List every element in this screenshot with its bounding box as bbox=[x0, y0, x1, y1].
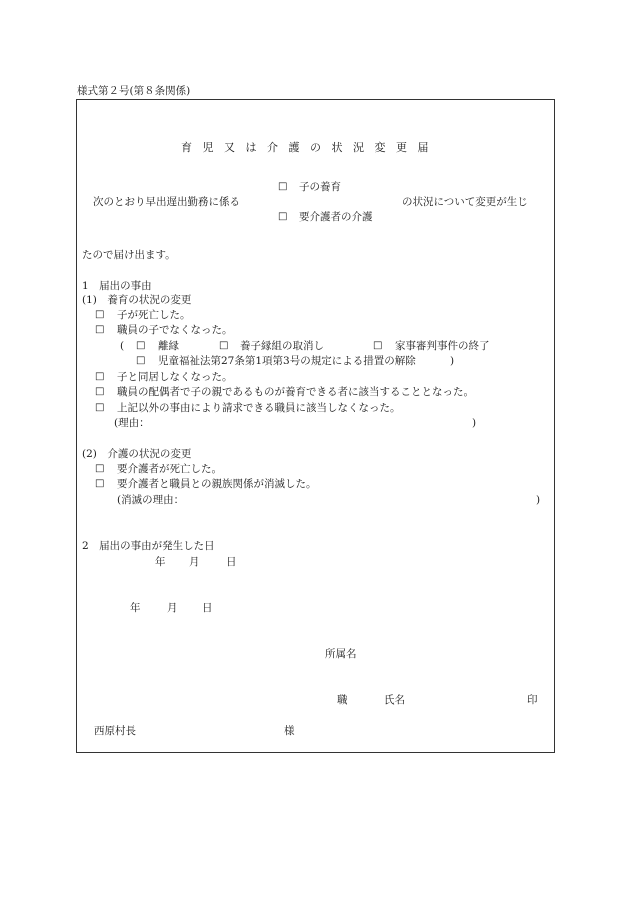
reason-label: (理由： bbox=[114, 417, 150, 429]
intro-line2: たので届け出ます。 bbox=[82, 249, 176, 261]
item-spouse-can-raise: 職員の配偶者で子の親であるものが養育できる者に該当することとなった。 bbox=[117, 386, 474, 398]
title-char: 児 bbox=[202, 141, 214, 154]
reason-dissolution: 離縁 bbox=[158, 340, 179, 352]
title-char: 介 bbox=[267, 141, 278, 154]
checkbox-child-died[interactable]: □ bbox=[95, 309, 105, 320]
item-other-reason: 上記以外の事由により請求できる職員に該当しなくなった。 bbox=[117, 402, 401, 414]
checkbox-dissolution[interactable]: □ bbox=[136, 340, 146, 351]
event-month-label: 月 bbox=[189, 556, 200, 568]
title-char: 更 bbox=[396, 141, 407, 154]
addressee: 西原村長 bbox=[94, 725, 136, 737]
submit-year-label: 年 bbox=[130, 602, 141, 614]
checkbox-child-care[interactable]: □ bbox=[278, 181, 288, 192]
checkbox-relation-ended[interactable]: □ bbox=[95, 478, 105, 489]
title-char: 変 bbox=[374, 141, 386, 154]
form-title bbox=[181, 141, 439, 155]
title-char: 届 bbox=[417, 141, 429, 154]
item-not-child: 職員の子でなくなった。 bbox=[117, 324, 233, 336]
checkbox-family-court[interactable]: □ bbox=[373, 340, 383, 351]
checkbox-care-recipient-died[interactable]: □ bbox=[95, 463, 105, 474]
title-char: 又 bbox=[224, 141, 235, 154]
event-day-label: 日 bbox=[226, 556, 237, 568]
title-char: 況 bbox=[353, 141, 364, 154]
reasons-open-paren: ( bbox=[120, 340, 125, 352]
title-char: 育 bbox=[181, 141, 192, 154]
event-year-label: 年 bbox=[155, 556, 166, 568]
extinction-reason-close: ) bbox=[536, 494, 541, 506]
extinction-reason-label: (消滅の理由： bbox=[117, 494, 185, 506]
submit-day-label: 日 bbox=[202, 602, 213, 614]
checkbox-other-reason[interactable]: □ bbox=[95, 402, 105, 413]
section1-heading: 1 届出の事由 bbox=[82, 280, 152, 292]
item-care-recipient-died: 要介護者が死亡した。 bbox=[117, 463, 222, 475]
checkbox-nursing-care[interactable]: □ bbox=[278, 211, 288, 222]
checkbox-child-welfare[interactable]: □ bbox=[136, 355, 146, 366]
title-char: は bbox=[245, 141, 257, 154]
affiliation-label: 所属名 bbox=[325, 648, 357, 660]
honorific: 様 bbox=[284, 725, 295, 737]
name-label: 氏名 bbox=[384, 694, 405, 706]
intro-suffix: の状況について変更が生じ bbox=[402, 196, 528, 208]
reason-family-court: 家事審判事件の終了 bbox=[395, 340, 490, 352]
item-child-died: 子が死亡した。 bbox=[117, 309, 191, 321]
submit-month-label: 月 bbox=[167, 602, 178, 614]
checkbox-adoption-cancel[interactable]: □ bbox=[219, 340, 229, 351]
form-number: 様式第２号(第８条関係) bbox=[77, 85, 191, 97]
reason-adoption-cancel: 養子縁組の取消し bbox=[240, 340, 324, 352]
section2-heading: 2 届出の事由が発生した日 bbox=[82, 540, 215, 552]
reasons-close-paren: ) bbox=[450, 355, 455, 367]
option-nursing-care-label: 要介護者の介護 bbox=[299, 211, 373, 223]
checkbox-not-child[interactable]: □ bbox=[95, 324, 105, 335]
reason-child-welfare: 児童福祉法第27条第1項第3号の規定による措置の解除 bbox=[158, 355, 416, 367]
option-child-care-label: 子の養育 bbox=[299, 181, 341, 193]
checkbox-spouse-can-raise[interactable]: □ bbox=[95, 386, 105, 397]
title-char: の bbox=[310, 141, 321, 154]
section1-sub1-heading: (1) 養育の状況の変更 bbox=[82, 294, 192, 306]
intro-prefix: 次のとおり早出遅出勤務に係る bbox=[93, 196, 240, 208]
checkbox-not-cohabiting[interactable]: □ bbox=[95, 371, 105, 382]
item-relation-ended: 要介護者と職員との親族関係が消滅した。 bbox=[117, 478, 317, 490]
title-char: 護 bbox=[288, 141, 300, 154]
reason-close-paren: ) bbox=[472, 417, 477, 429]
seal-mark: 印 bbox=[527, 694, 538, 706]
title-char: 状 bbox=[331, 141, 343, 154]
item-not-cohabiting: 子と同居しなくなった。 bbox=[117, 371, 233, 383]
position-label: 職 bbox=[337, 694, 348, 706]
section1-sub2-heading: (2) 介護の状況の変更 bbox=[82, 448, 192, 460]
